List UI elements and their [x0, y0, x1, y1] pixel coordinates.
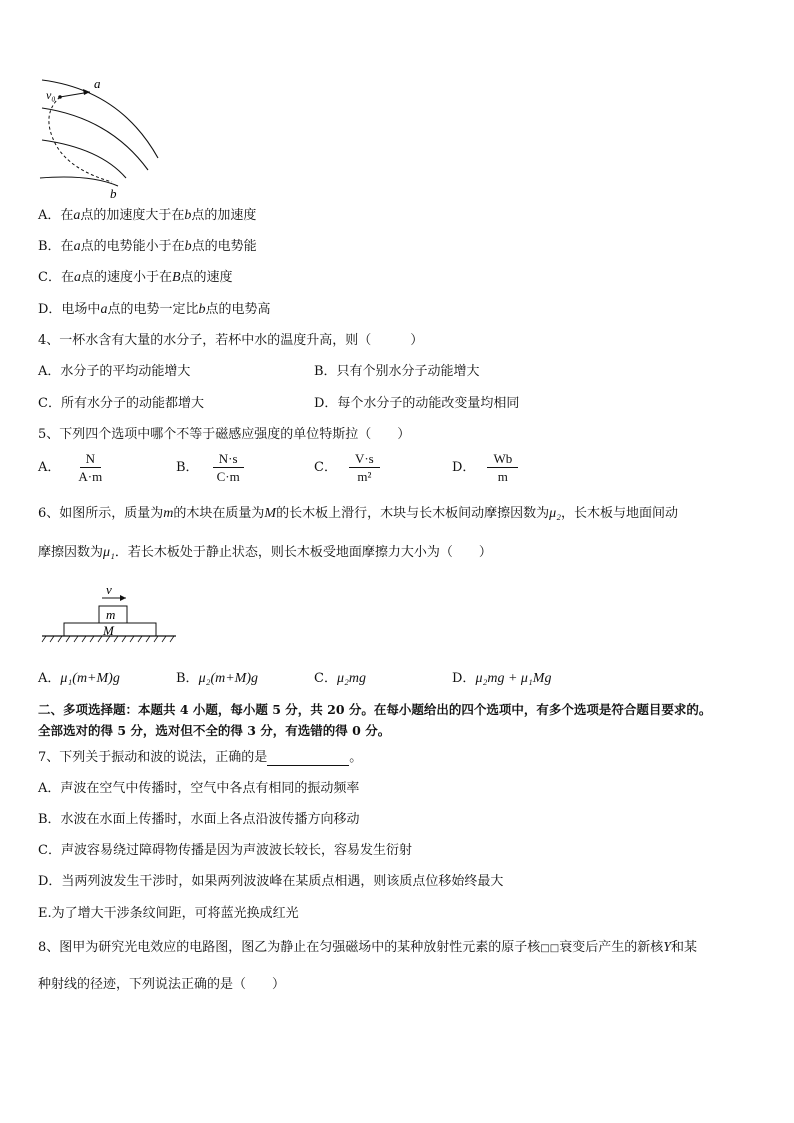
q5-option-d: D． $\frac{Wb}{m}$	[452, 451, 518, 491]
q7-option-d: D．当两列波发生干涉时，如果两列波波峰在某质点相遇，则该质点位移始终最大	[38, 874, 504, 889]
velocity-arrowhead-v	[120, 595, 126, 601]
q6-option-d: D．μ₂mg + μ₁Mg	[452, 671, 552, 686]
q6-option-a: A．μ₁(m+M)g	[38, 671, 120, 686]
q4-option-b: B．只有个别水分子动能增大	[314, 364, 480, 379]
q4-option-c: C．所有水分子的动能都增大	[38, 396, 204, 411]
q3-option-d: D．电场中a点的电势一定比b点的电势高	[38, 302, 271, 317]
q7-option-e: E.为了增大干涉条纹间距，可将蓝光换成红光	[38, 906, 299, 921]
label-fig-m: m	[106, 607, 116, 622]
label-fig-v: v	[106, 582, 112, 597]
q4-option-a: A．水分子的平均动能增大	[38, 364, 191, 379]
q3-option-b: B．在a点的电势能小于在b点的电势能	[38, 239, 257, 254]
q6-stem-line2: 摩擦因数为μ₁．若长木板处于静止状态，则长木板受地面摩擦力大小为（ ）	[38, 545, 492, 560]
q5-option-c: C． $\frac{V\cdot s}{\text{m²}}$	[314, 451, 380, 491]
q4-option-d: D．每个水分子的动能改变量均相同	[314, 396, 520, 411]
section2-heading-line1: 二、多项选择题：本题共 4 小题，每小题 5 分，共 20 分。在每小题给出的四个选项中，有多个选项是符合题目要求的。	[38, 702, 712, 717]
q6-option-b: B．μ₂(m+M)g	[176, 671, 259, 686]
q5-option-b: B． $\frac{N\cdot s}{C\cdot m}$	[176, 451, 246, 491]
block-board-figure	[40, 582, 180, 644]
field-line-1	[42, 80, 158, 158]
field-line-2	[42, 108, 148, 170]
field-line-4	[40, 177, 118, 186]
q3-option-c: C．在a点的速度小于在B点的速度	[38, 270, 233, 285]
q7-stem: 7、下列关于振动和波的说法，正确的是 。	[38, 750, 363, 765]
field-line-3	[42, 140, 126, 178]
trajectory-dashed	[49, 97, 112, 182]
q7-answer-blank[interactable]	[267, 752, 349, 766]
electric-field-figure	[30, 70, 170, 205]
q8-stem-line1: 8、图甲为研究光电效应的电路图，图乙为静止在匀强磁场中的某种放射性元素的原子核□□衰变后产生的新核Y和某	[38, 940, 698, 955]
q5-option-a: A． $\frac{N}{A\cdot m}$	[38, 451, 103, 484]
nucleus-symbol: □□	[540, 943, 560, 954]
label-b: b	[110, 186, 117, 201]
label-a: a	[94, 76, 101, 91]
q4-stem: 4、一杯水含有大量的水分子，若杯中水的温度升高，则（ ）	[38, 333, 424, 348]
label-v0: v₀	[46, 88, 56, 102]
q8-stem-line2: 种射线的径迹，下列说法正确的是（ ）	[38, 977, 286, 992]
q6-option-c: C．μ₂mg	[314, 671, 366, 686]
velocity-arrowhead	[83, 89, 90, 95]
q6-stem-line1: 6、如图所示，质量为m的木块在质量为M的长木板上滑行，木块与长木板间动摩擦因数为μ₂，长木板与地面间动	[38, 506, 679, 521]
q3-option-a: A．在a点的加速度大于在b点的加速度	[38, 208, 257, 223]
q7-option-c: C．声波容易绕过障碍物传播是因为声波波长较长，容易发生衍射	[38, 843, 412, 858]
q7-option-a: A．声波在空气中传播时，空气中各点有相同的振动频率	[38, 781, 360, 796]
q5-stem: 5、下列四个选项中哪个不等于磁感应强度的单位特斯拉（ ）	[38, 427, 411, 442]
section2-heading-line2: 全部选对的得 5 分，选对但不全的得 3 分，有选错的得 0 分。	[38, 723, 391, 738]
q7-option-b: B．水波在水面上传播时，水面上各点沿波传播方向移动	[38, 812, 360, 827]
point-a-dot	[58, 95, 62, 99]
label-fig-M: M	[103, 623, 114, 638]
